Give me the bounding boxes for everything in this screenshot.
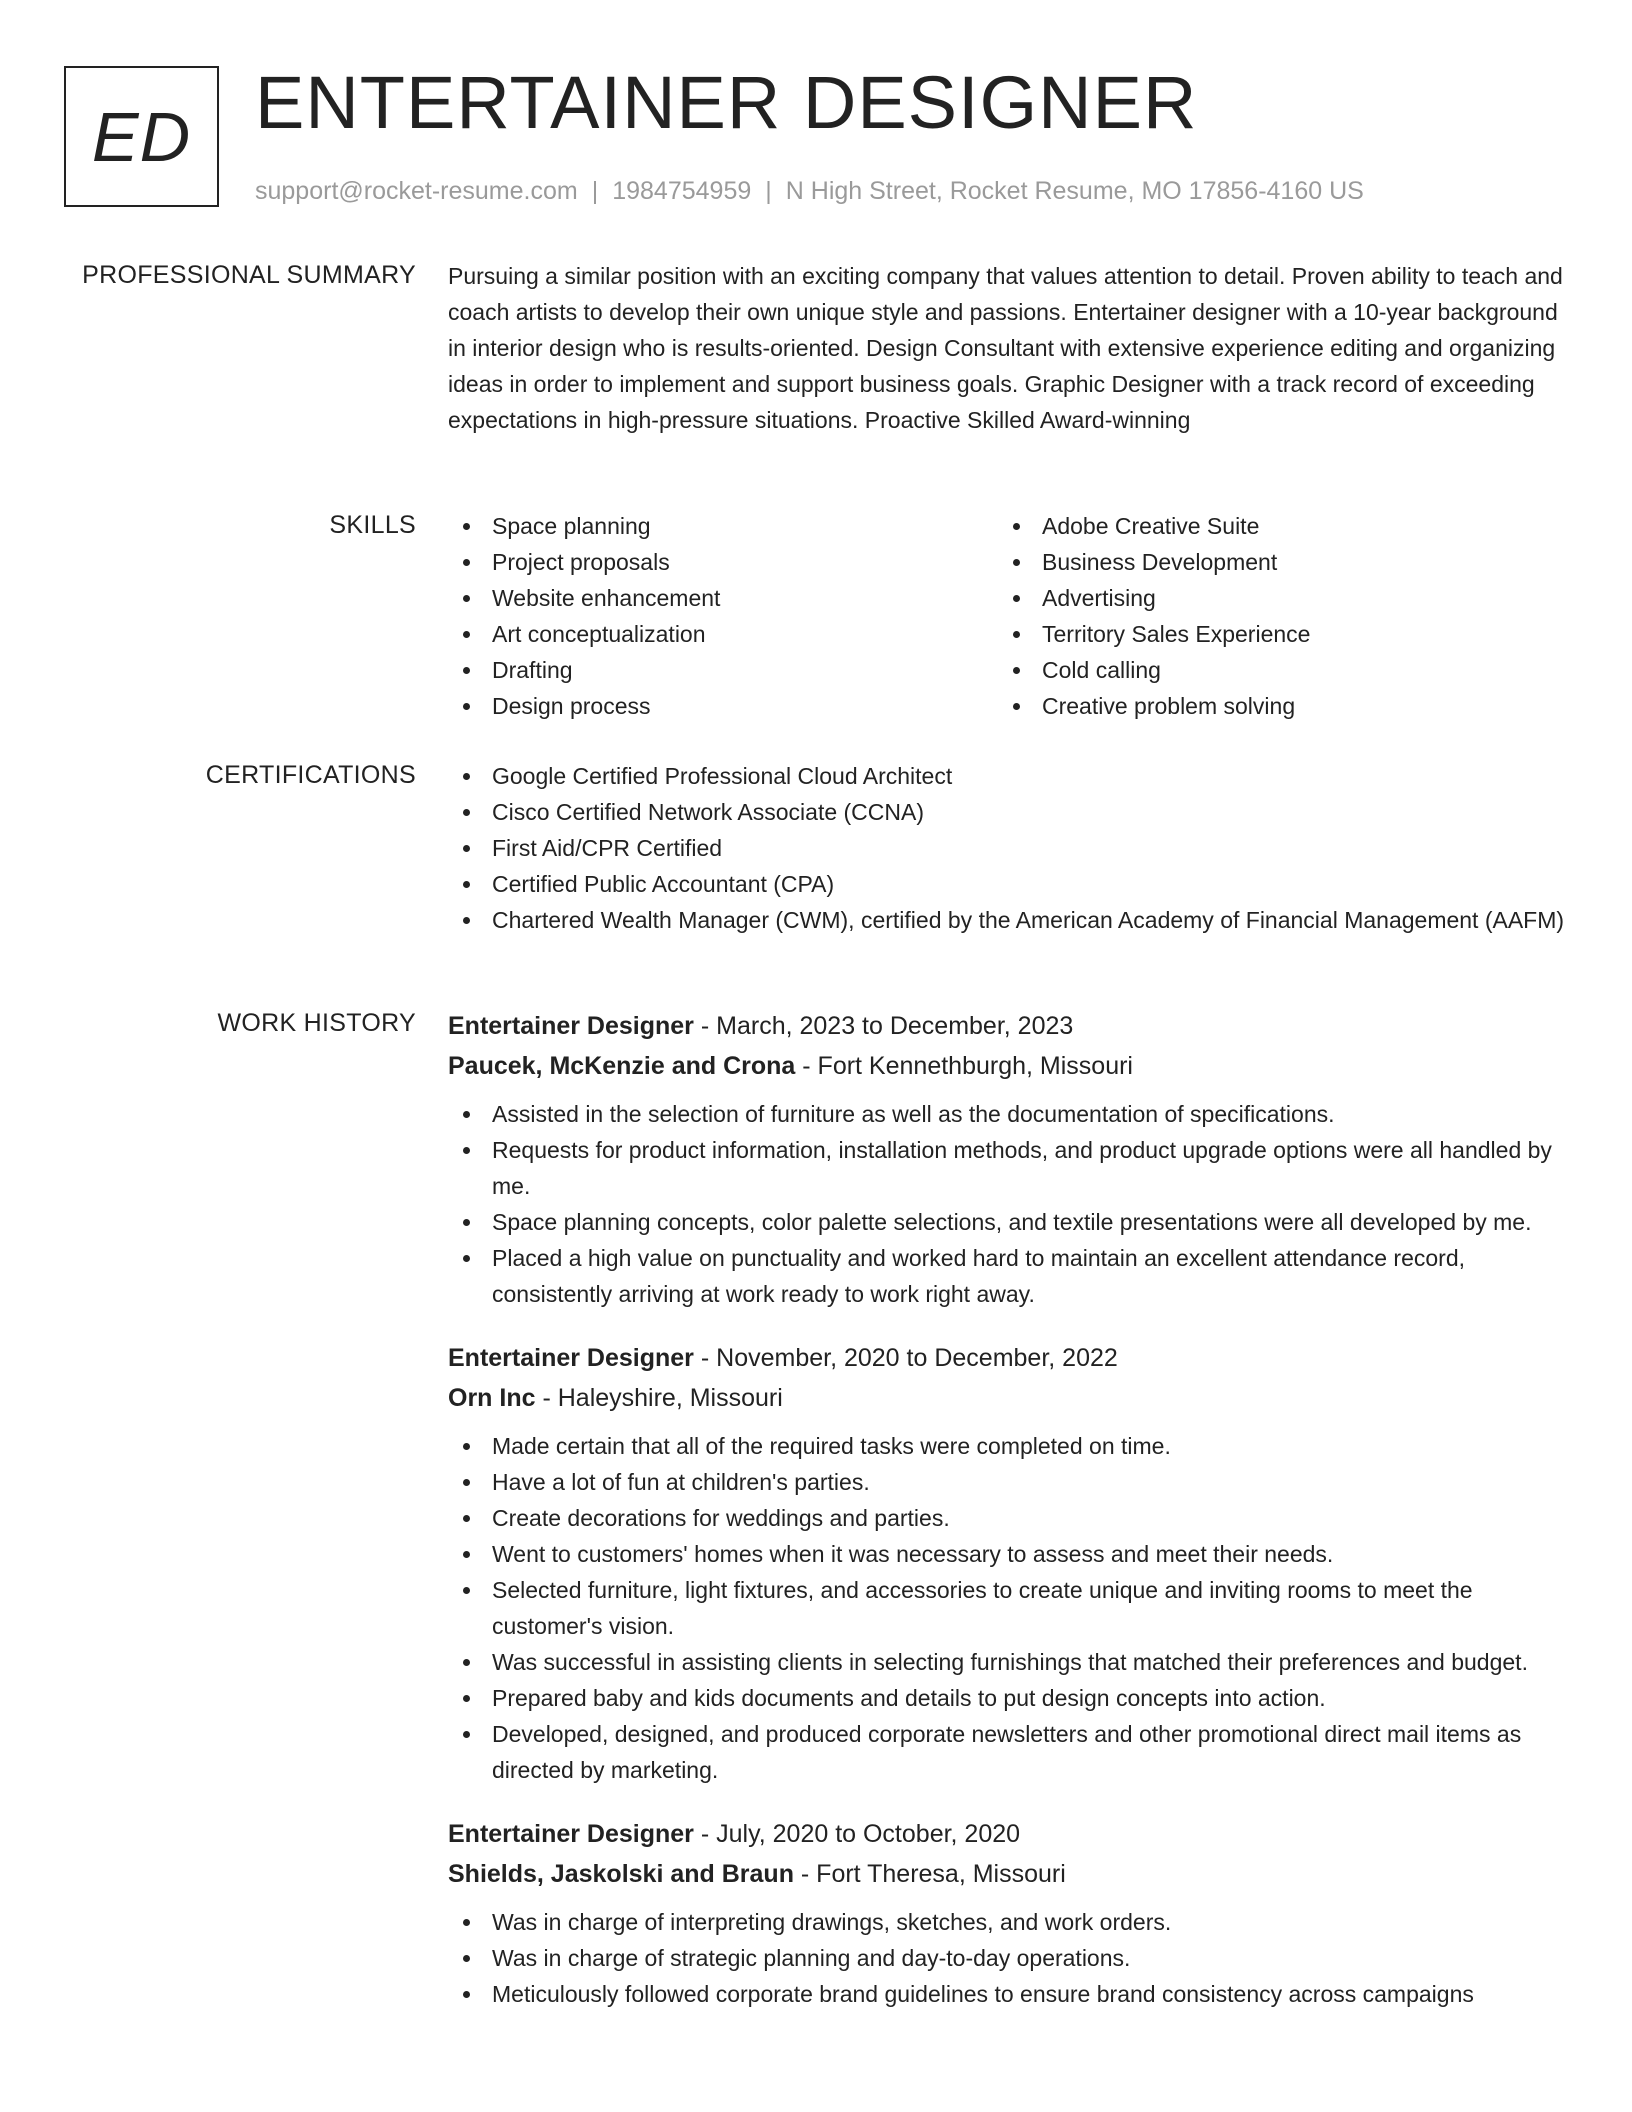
- job-duties-list: [448, 1428, 1568, 1788]
- summary-heading: PROFESSIONAL SUMMARY: [82, 261, 416, 289]
- job-duty-item: Space planning concepts, color palette selections, and textile presentations were all developed by me.: [448, 1204, 1568, 1240]
- job-dates: - March, 2023 to December, 2023: [693, 1012, 1074, 1040]
- job-duty-item: Prepared baby and kids documents and details to put design concepts into action.: [448, 1680, 1568, 1716]
- job-location: - Fort Kennethburgh, Missouri: [795, 1052, 1133, 1080]
- job-duty-item: Went to customers' homes when it was necessary to assess and meet their needs.: [448, 1536, 1568, 1572]
- job-duty-item: Meticulously followed corporate brand guidelines to ensure brand consistency across campaigns: [448, 1976, 1568, 2012]
- summary-body: [448, 258, 1568, 438]
- certification-item: Certified Public Accountant (CPA): [448, 866, 1568, 902]
- job-company: Paucek, McKenzie and Crona: [448, 1052, 796, 1080]
- job-title: Entertainer Designer: [448, 1012, 694, 1040]
- contact-email: support@rocket-resume.com: [255, 177, 578, 205]
- skill-item: Website enhancement: [448, 580, 998, 616]
- job-company-line: [448, 1854, 1568, 1894]
- skill-item: Drafting: [448, 652, 998, 688]
- job-dates: - July, 2020 to October, 2020: [693, 1820, 1021, 1848]
- job-duty-item: Made certain that all of the required tasks were completed on time.: [448, 1428, 1568, 1464]
- skill-item: Territory Sales Experience: [998, 616, 1548, 652]
- certifications-list: [448, 758, 1568, 938]
- job-title-line: [448, 1338, 1568, 1378]
- job-dates: - November, 2020 to December, 2022: [693, 1344, 1118, 1372]
- skill-item: Cold calling: [998, 652, 1548, 688]
- skills-heading: SKILLS: [329, 511, 416, 539]
- job-duty-item: Placed a high value on punctuality and worked hard to maintain an excellent attendance record, consistently arriving at work ready to work right away.: [448, 1240, 1568, 1312]
- skill-item: Project proposals: [448, 544, 998, 580]
- job-duty-item: Selected furniture, light fixtures, and accessories to create unique and inviting rooms to meet the customer's vision.: [448, 1572, 1568, 1644]
- certification-item: Chartered Wealth Manager (CWM), certified by the American Academy of Financial Management (AAFM): [448, 902, 1568, 938]
- job-title-line: [448, 1814, 1568, 1854]
- job-duty-item: Have a lot of fun at children's parties.: [448, 1464, 1568, 1500]
- contact-address: N High Street, Rocket Resume, MO 17856-4160 US: [785, 177, 1364, 205]
- job-duty-item: Create decorations for weddings and parties.: [448, 1500, 1568, 1536]
- certification-item: Google Certified Professional Cloud Architect: [448, 758, 1568, 794]
- job-duty-item: Was in charge of interpreting drawings, sketches, and work orders.: [448, 1904, 1568, 1940]
- certification-item: First Aid/CPR Certified: [448, 830, 1568, 866]
- summary-text: Pursuing a similar position with an exciting company that values attention to detail. Proven ability to teach and coach artists to develop their own unique style and passions. Entertainer designer with a 10-year background in interior design who is results-oriented. Design Consultant with extensive experience editing and organizing ideas in order to implement and support business goals. Graphic Designer with a track record of exceeding expectations in high-pressure situations. Proactive Skilled Award-winning: [448, 263, 1563, 433]
- job-duty-item: Requests for product information, installation methods, and product upgrade options were all handled by me.: [448, 1132, 1568, 1204]
- job-entry: [448, 1006, 1568, 1312]
- monogram-box: [64, 66, 219, 207]
- work-history-body: [448, 1006, 1568, 2038]
- job-company: Shields, Jaskolski and Braun: [448, 1860, 794, 1888]
- skill-item: Space planning: [448, 508, 998, 544]
- skills-body: [448, 508, 1568, 724]
- skill-item: Adobe Creative Suite: [998, 508, 1548, 544]
- contact-phone: 1984754959: [612, 177, 752, 205]
- job-duty-item: Assisted in the selection of furniture as well as the documentation of specifications.: [448, 1096, 1568, 1132]
- skills-list-left: [448, 508, 998, 724]
- contact-separator: |: [591, 177, 599, 205]
- job-entry: [448, 1338, 1568, 1788]
- job-company: Orn Inc: [448, 1384, 536, 1412]
- job-duties-list: [448, 1096, 1568, 1312]
- job-title: Entertainer Designer: [448, 1344, 694, 1372]
- work-history-heading: WORK HISTORY: [217, 1009, 416, 1037]
- job-duty-item: Was in charge of strategic planning and day-to-day operations.: [448, 1940, 1568, 1976]
- job-entry: [448, 1814, 1568, 2012]
- skill-item: Advertising: [998, 580, 1548, 616]
- contact-line: [255, 174, 1364, 208]
- monogram-initials: ED: [91, 97, 192, 176]
- job-title-line: [448, 1006, 1568, 1046]
- certifications-body: [448, 758, 1568, 938]
- skill-item: Design process: [448, 688, 998, 724]
- job-duties-list: [448, 1904, 1568, 2012]
- skill-item: Business Development: [998, 544, 1548, 580]
- job-title: Entertainer Designer: [448, 1820, 694, 1848]
- job-duty-item: Developed, designed, and produced corporate newsletters and other promotional direct mail items as directed by marketing.: [448, 1716, 1568, 1788]
- job-location: - Haleyshire, Missouri: [535, 1384, 783, 1412]
- certifications-heading: CERTIFICATIONS: [205, 761, 416, 789]
- candidate-name: ENTERTAINER DESIGNER: [255, 61, 1198, 144]
- job-company-line: [448, 1378, 1568, 1418]
- skill-item: Art conceptualization: [448, 616, 998, 652]
- certification-item: Cisco Certified Network Associate (CCNA): [448, 794, 1568, 830]
- skill-item: Creative problem solving: [998, 688, 1548, 724]
- job-company-line: [448, 1046, 1568, 1086]
- skills-list-right: [998, 508, 1548, 724]
- job-location: - Fort Theresa, Missouri: [793, 1860, 1066, 1888]
- job-duty-item: Was successful in assisting clients in selecting furnishings that matched their preferences and budget.: [448, 1644, 1568, 1680]
- contact-separator: |: [765, 177, 772, 205]
